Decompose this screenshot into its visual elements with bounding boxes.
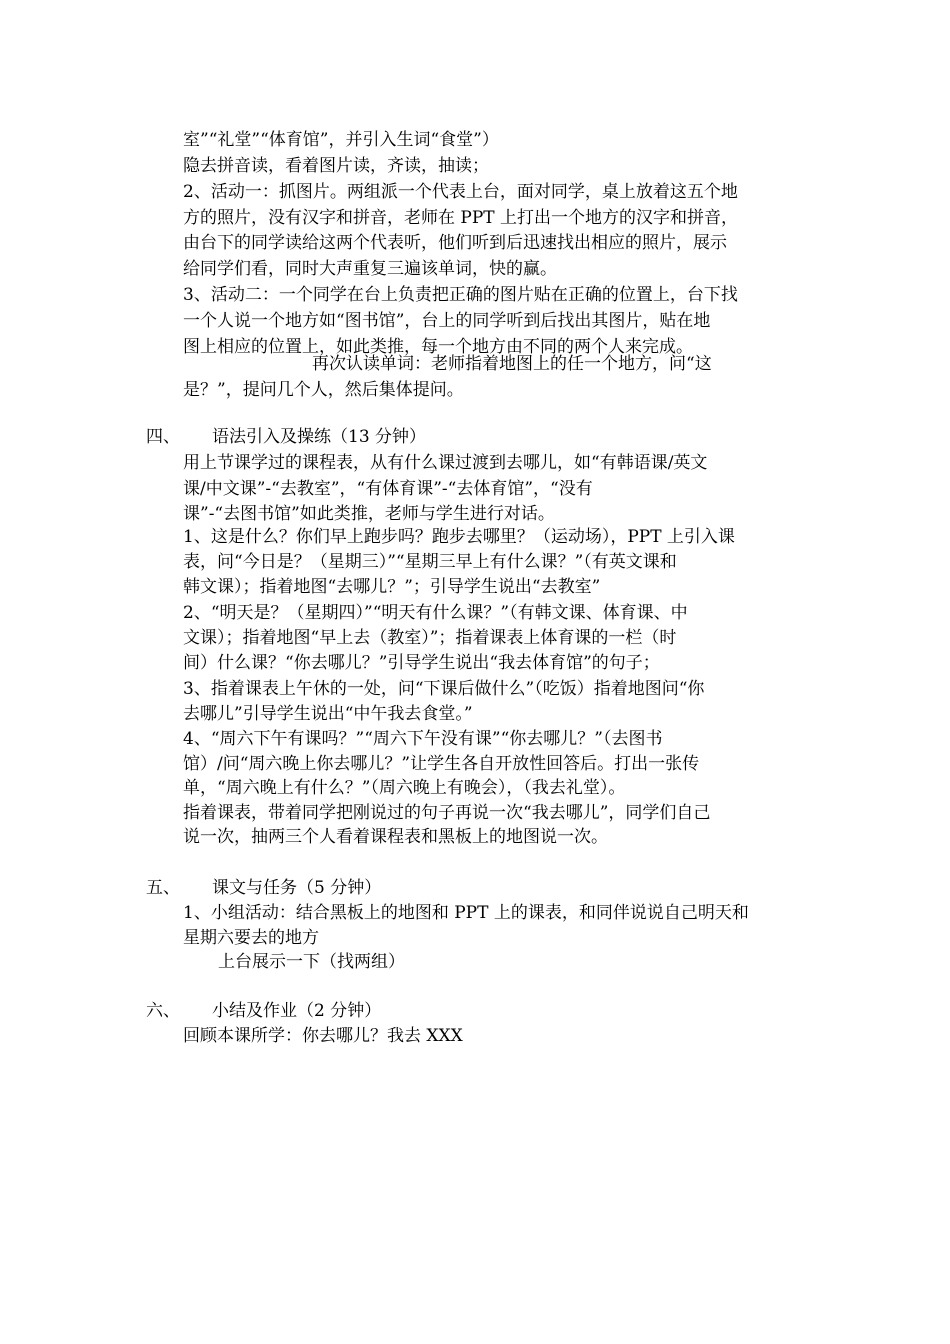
text-line: 3、指着课表上午休的一处，问“下课后做什么”（吃饭）指着地图问“你	[183, 679, 705, 699]
text-line: 说一次，抽两三个人看着课程表和黑板上的地图说一次。	[183, 827, 608, 847]
section-number: 六、	[146, 1001, 180, 1021]
text-line: 指着课表，带着同学把刚说过的句子再说一次“我去哪儿”，同学们自己	[183, 803, 711, 823]
text-line: 再次认读单词：老师指着地图上的任一个地方，问“这	[312, 354, 712, 374]
text-line: 由台下的同学读给这两个代表听，他们听到后迅速找出相应的照片，展示	[183, 233, 727, 253]
text-line: 1、这是什么？你们早上跑步吗？跑步去哪里？（运动场），PPT 上引入课	[183, 527, 735, 547]
text-line: 3、活动二：一个同学在台上负责把正确的图片贴在正确的位置上，台下找	[183, 285, 738, 305]
text-line: 1、小组活动：结合黑板上的地图和 PPT 上的课表，和同伴说说自己明天和	[183, 903, 749, 923]
text-line: 图上相应的位置上，如此类推，每一个地方由不同的两个人来完成。	[183, 337, 693, 357]
text-line: 2、活动一：抓图片。两组派一个代表上台，面对同学，桌上放着这五个地	[183, 182, 738, 202]
text-line: 用上节课学过的课程表，从有什么课过渡到去哪儿，如“有韩语课/英文	[183, 453, 708, 473]
section-title: 语法引入及操练（13 分钟）	[212, 427, 427, 447]
section-title: 课文与任务（5 分钟）	[212, 878, 382, 898]
text-line: 课”-“去图书馆”如此类推，老师与学生进行对话。	[183, 504, 555, 524]
section-number: 四、	[146, 427, 180, 447]
section-title: 小结及作业（2 分钟）	[212, 1001, 382, 1021]
text-line: 是？”，提问几个人，然后集体提问。	[183, 380, 464, 400]
text-line: 表，问“今日是？（星期三）”“星期三早上有什么课？”（有英文课和	[183, 552, 677, 572]
text-line: 2、“明天是？（星期四）”“明天有什么课？”（有韩文课、体育课、中	[183, 603, 688, 623]
text-line: 韩文课）；指着地图“去哪儿？”；引导学生说出“去教室”	[183, 577, 601, 597]
text-line: 一个人说一个地方如“图书馆”，台上的同学听到后找出其图片，贴在地	[183, 311, 711, 331]
text-line: 4、“周六下午有课吗？”“周六下午没有课”“你去哪儿？”（去图书	[183, 729, 663, 749]
text-line: 方的照片，没有汉字和拼音，老师在 PPT 上打出一个地方的汉字和拼音，	[183, 208, 739, 228]
section-number: 五、	[146, 878, 180, 898]
text-line: 单，“周六晚上有什么？”（周六晚上有晚会），（我去礼堂）。	[183, 778, 626, 798]
text-line: 上台展示一下（找两组）	[218, 952, 405, 972]
text-line: 回顾本课所学：你去哪儿？我去 XXX	[183, 1026, 463, 1046]
text-line: 隐去拼音读，看着图片读，齐读，抽读；	[183, 156, 489, 176]
text-line: 馆）/问“周六晚上你去哪儿？”让学生各自开放性回答后。打出一张传	[183, 754, 700, 774]
text-line: 室”“礼堂”“体育馆”，并引入生词“食堂”）	[183, 130, 499, 150]
text-line: 课/中文课”-“去教室”，“有体育课”-“去体育馆”，“没有	[183, 479, 593, 499]
text-line: 文课）；指着地图“早上去（教室）”；指着课表上体育课的一栏（时	[183, 628, 677, 648]
text-line: 给同学们看，同时大声重复三遍该单词，快的赢。	[183, 259, 557, 279]
text-line: 去哪儿”引导学生说出“中午我去食堂。”	[183, 704, 473, 724]
text-line: 间）什么课？“你去哪儿？”引导学生说出“我去体育馆”的句子；	[183, 653, 660, 673]
text-line: 星期六要去的地方	[183, 928, 319, 948]
